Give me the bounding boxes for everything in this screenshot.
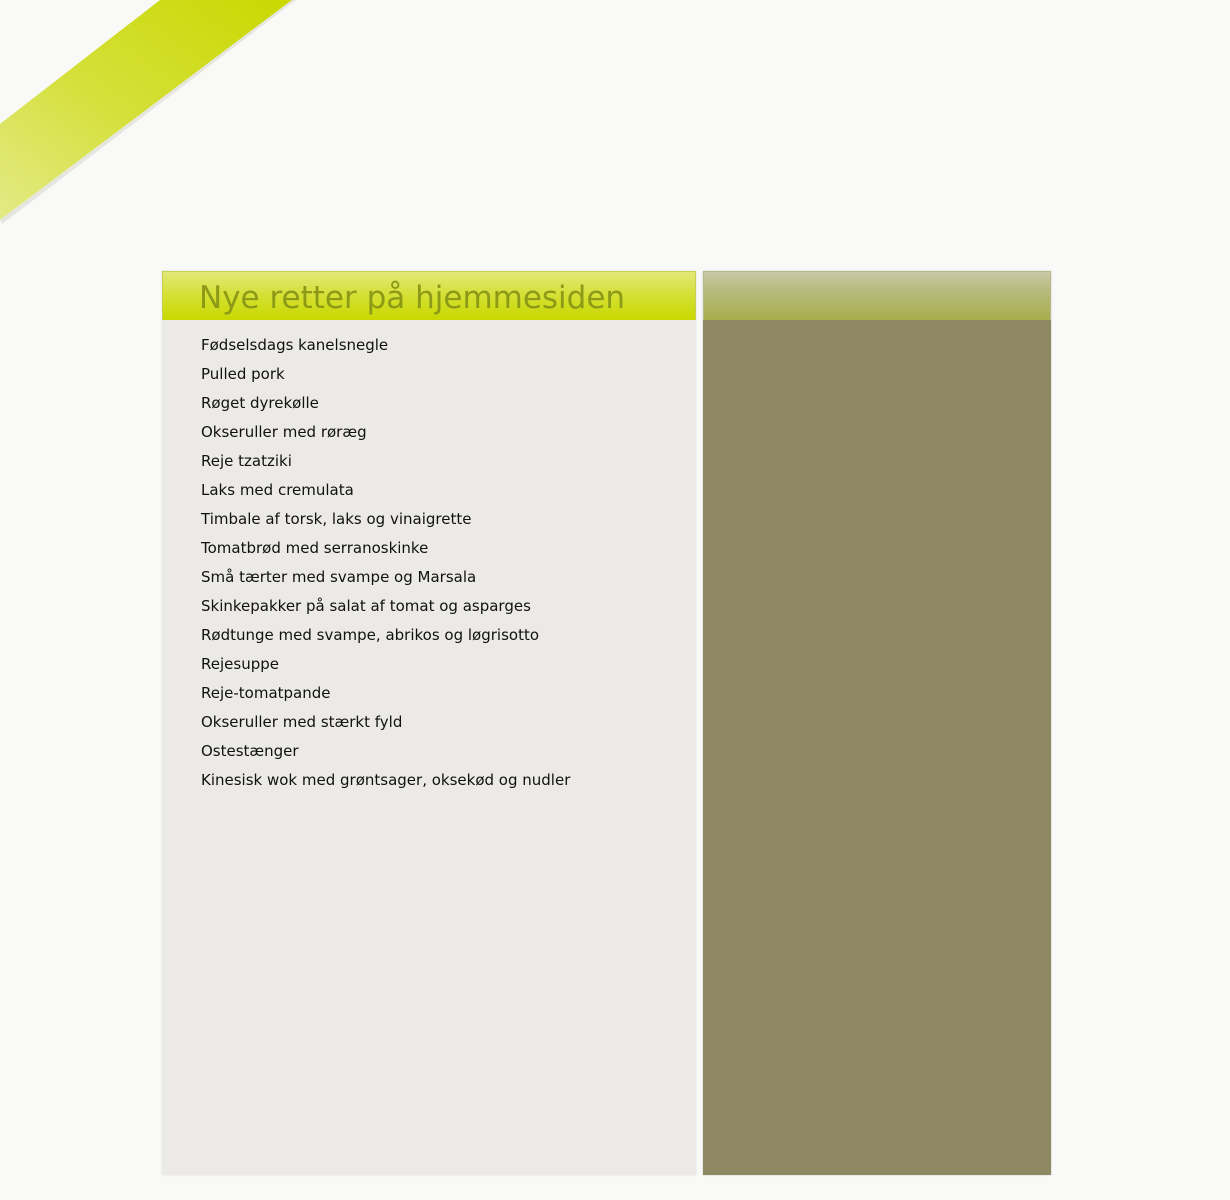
list-item (201, 679, 696, 708)
list-item (201, 505, 696, 534)
list-item (201, 592, 696, 621)
recipe-link[interactable]: Reje tzatziki (201, 452, 292, 470)
list-item (201, 563, 696, 592)
new-recipes-panel (162, 271, 696, 1175)
recipe-link[interactable]: Ostestænger (201, 742, 299, 760)
recipe-link[interactable]: Pulled pork (201, 365, 285, 383)
decorative-ribbon (0, 0, 300, 230)
list-item (201, 331, 696, 360)
list-item (201, 534, 696, 563)
recipe-link[interactable]: Okseruller med røræg (201, 423, 367, 441)
list-item (201, 708, 696, 737)
list-item (201, 476, 696, 505)
list-item (201, 737, 696, 766)
list-item (201, 621, 696, 650)
list-item (201, 418, 696, 447)
recipe-link[interactable]: Rejesuppe (201, 655, 279, 673)
list-item (201, 766, 696, 795)
recipe-link[interactable]: Laks med cremulata (201, 481, 354, 499)
new-recipes-header (162, 271, 696, 320)
list-item (201, 389, 696, 418)
recipe-link[interactable]: Okseruller med stærkt fyld (201, 713, 403, 731)
recipe-link[interactable]: Røget dyrekølle (201, 394, 319, 412)
recipe-link[interactable]: Kinesisk wok med grøntsager, oksekød og nudler (201, 771, 571, 789)
list-item (201, 447, 696, 476)
recipe-link[interactable]: Små tærter med svampe og Marsala (201, 568, 477, 586)
sidebar-panel (703, 271, 1051, 1175)
recipe-link[interactable]: Rødtunge med svampe, abrikos og løgrisotto (201, 626, 540, 644)
recipe-link[interactable]: Tomatbrød med serranoskinke (201, 539, 429, 557)
recipe-link[interactable]: Fødselsdags kanelsnegle (201, 336, 389, 354)
recipe-link[interactable]: Skinkepakker på salat af tomat og asparges (201, 597, 531, 615)
recipe-list (162, 320, 696, 795)
recipe-link[interactable]: Reje-tomatpande (201, 684, 331, 702)
list-item (201, 650, 696, 679)
list-item (201, 360, 696, 389)
new-recipes-title: Nye retter på hjemmesiden (199, 280, 626, 316)
recipe-link[interactable]: Timbale af torsk, laks og vinaigrette (201, 510, 472, 528)
sidebar-header (703, 271, 1051, 320)
